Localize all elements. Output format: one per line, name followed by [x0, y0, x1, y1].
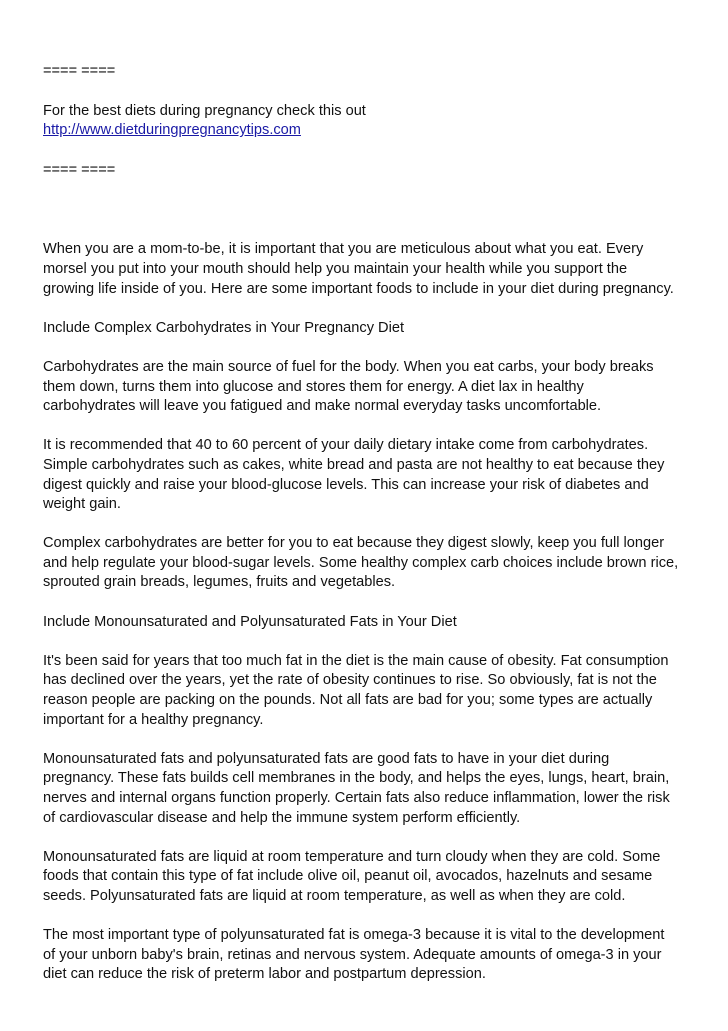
promo-text: For the best diets during pregnancy check this out: [43, 102, 366, 119]
carbs-paragraph-1: Carbohydrates are the main source of fuel for the body. When you eat carbs, your body breaks them down, turns them into glucose and stores them for energy. A diet lax in healthy carbohydrates will leave you fatigued and make normal everyday tasks uncomfortable.: [43, 358, 654, 415]
fats-paragraph-2: Monounsaturated fats and polyunsaturated fats are good fats to have in your diet during pregnancy. These fats builds cell membranes in the body, and helps the eyes, lungs, heart, brain, nerves and internal organs function properly. Certain fats also reduce inflammation, lower the risk of cardiovascular disease and help the immune system perform efficiently.: [43, 750, 670, 826]
separator-bottom: ==== ====: [43, 161, 116, 178]
separator-top: ==== ====: [43, 63, 116, 79]
section-spacer: [43, 200, 691, 240]
fats-paragraph-3: Monounsaturated fats are liquid at room temperature and turn cloudy when they are cold. Some foods that contain this type of fat include olive oil, peanut oil, avocados, hazelnuts and sesame seeds. Polyunsaturated fats are liquid at room temperature, as well as when they are cold.: [43, 848, 661, 904]
section-heading-carbohydrates: Include Complex Carbohydrates in Your Pregnancy Diet: [43, 319, 404, 336]
document-page: [43, 62, 691, 1005]
fats-paragraph-1: It's been said for years that too much fat in the diet is the main cause of obesity. Fat consumption has declined over the years, yet the rate of obesity continues to rise. So obviously, fat is not the reason people are packing on the pounds. Not all fats are bad for you; some types are actually important for a healthy pregnancy.: [43, 652, 669, 728]
carbs-paragraph-2: It is recommended that 40 to 60 percent of your daily dietary intake come from carbohydrates. Simple carbohydrates such as cakes, white bread and pasta are not healthy to eat because they digest quickly and raise your blood-glucose levels. This can increase your risk of diabetes and weight gain.: [43, 437, 665, 513]
intro-paragraph: When you are a mom-to-be, it is important that you are meticulous about what you eat. Every morsel you put into your mouth should help you maintain your health while you support the growing life inside of you. Here are some important foods to include in your diet during pregnancy.: [43, 241, 674, 297]
promo-link[interactable]: http://www.dietduringpregnancytips.com: [43, 122, 301, 139]
carbs-paragraph-3: Complex carbohydrates are better for you to eat because they digest slowly, keep you full longer and help regulate your blood-sugar levels. Some healthy complex carb choices include brown rice, sprouted grain breads, legumes, fruits and vegetables.: [43, 535, 679, 591]
fats-paragraph-4: The most important type of polyunsaturated fat is omega-3 because it is vital to the development of your unborn baby's brain, retinas and nervous system. Adequate amounts of omega-3 in your diet can reduce the risk of preterm labor and postpartum depression.: [43, 927, 665, 983]
section-heading-fats: Include Monounsaturated and Polyunsaturated Fats in Your Diet: [43, 613, 457, 630]
